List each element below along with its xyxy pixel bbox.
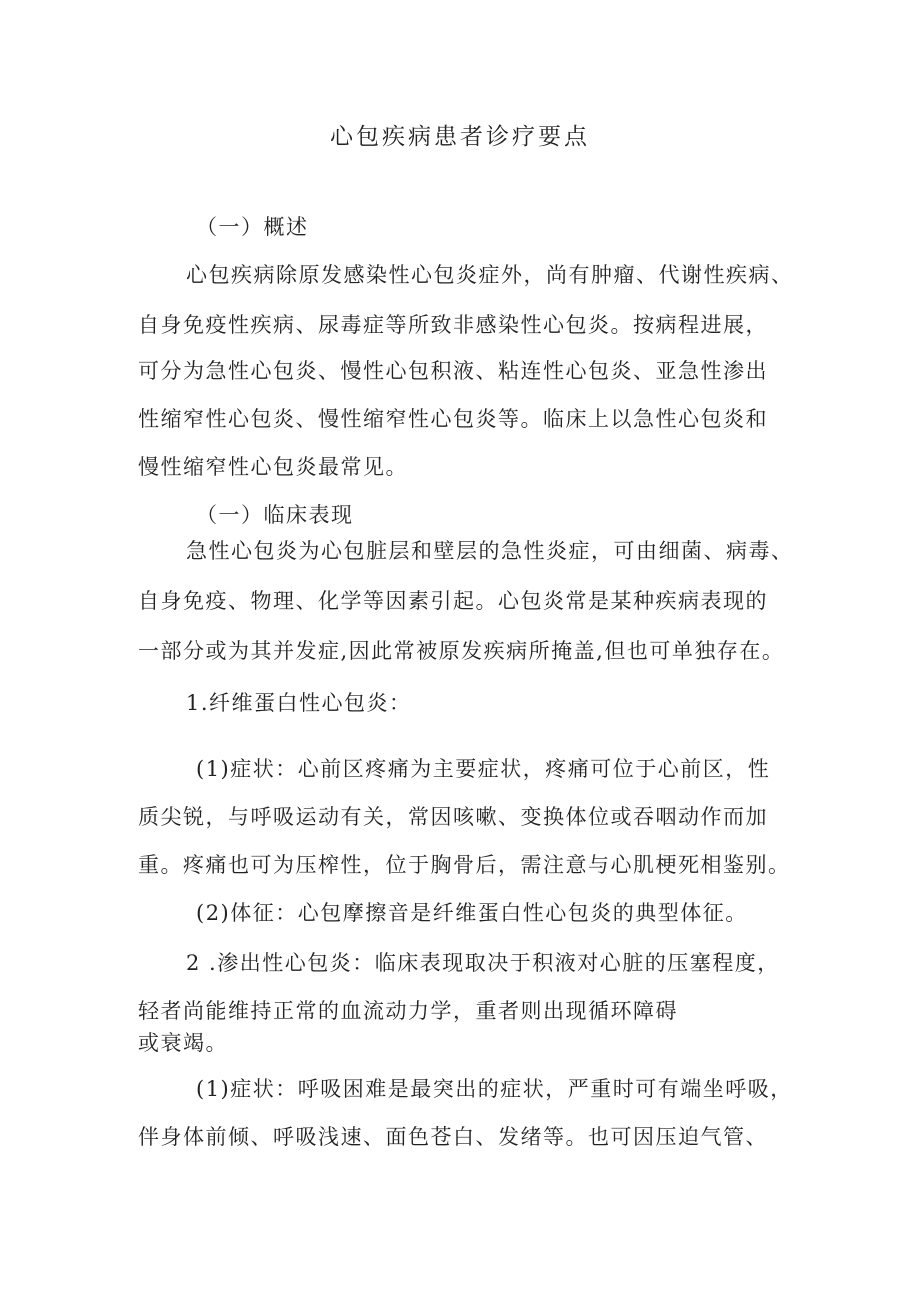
paragraph-line: 性缩窄性心包炎、慢性缩窄性心包炎等。临床上以急性心包炎和 xyxy=(138,407,768,431)
paragraph-line: 重。疼痛也可为压榨性，位于胸骨后，需注意与心肌梗死相鉴别。 xyxy=(138,853,791,877)
paragraph-line: 自身免疫、物理、化学等因素引起。心包炎常是某种疾病表现的 xyxy=(138,589,768,613)
paragraph-line: (1)症状：心前区疼痛为主要症状，疼痛可位于心前区，性 xyxy=(196,757,771,781)
subsection-heading-fibrinous: 1.纤维蛋白性心包炎： xyxy=(186,691,412,715)
paragraph-line: 伴身体前倾、呼吸浅速、面色苍白、发绪等。也可因压迫气管、 xyxy=(138,1125,768,1149)
paragraph-line: 心包疾病除原发感染性心包炎症外，尚有肿瘤、代谢性疾病、 xyxy=(186,263,794,287)
document-title: 心包疾病患者诊疗要点 xyxy=(330,124,590,150)
paragraph-line: 可分为急性心包炎、慢性心包积液、粘连性心包炎、亚急性渗出 xyxy=(138,359,768,383)
paragraph-line: 自身免疫性疾病、尿毒症等所致非感染性心包炎。按病程进展， xyxy=(138,313,768,337)
section-heading-clinical: （一）临床表现 xyxy=(196,503,354,527)
subsection-heading-effusive: 2 .渗出性心包炎：临床表现取决于积液对心脏的压塞程度， xyxy=(186,951,780,975)
paragraph-line: 一部分或为其并发症,因此常被原发疾病所掩盖,但也可单独存在。 xyxy=(138,639,785,663)
paragraph-line: 轻者尚能维持正常的血流动力学，重者则出现循环障碍 xyxy=(138,999,678,1023)
section-heading-overview: （一）概述 xyxy=(196,215,309,239)
paragraph-line: (1)症状：呼吸困难是最突出的症状，严重时可有端坐呼吸， xyxy=(196,1077,793,1101)
paragraph-line: 急性心包炎为心包脏层和壁层的急性炎症，可由细菌、病毒、 xyxy=(186,539,794,563)
paragraph-line: 质尖锐，与呼吸运动有关，常因咳嗽、变换体位或吞咽动作而加 xyxy=(138,805,768,829)
paragraph-line: 或衰竭。 xyxy=(138,1031,228,1055)
paragraph-line: (2)体征：心包摩擦音是纤维蛋白性心包炎的典型体征。 xyxy=(196,901,748,925)
paragraph-line: 慢性缩窄性心包炎最常见。 xyxy=(138,455,408,479)
